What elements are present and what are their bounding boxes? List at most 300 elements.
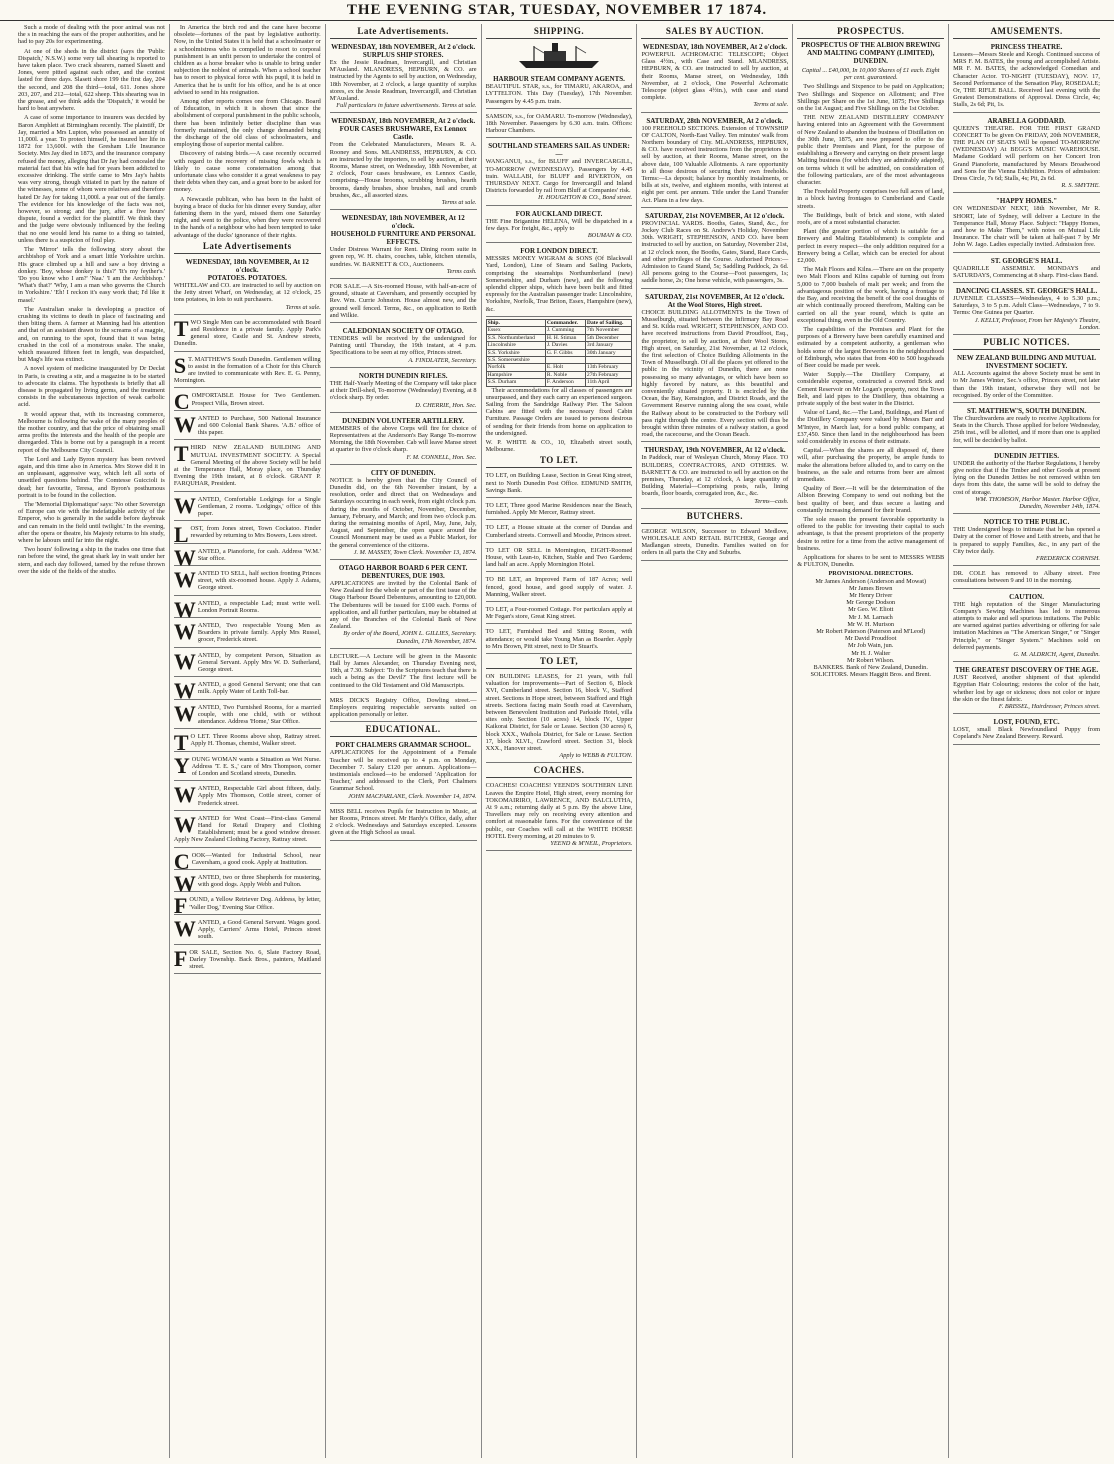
ad-body: In Paddock, rear of Wesleyan Church, Moray Place. TO BUILDERS, CONTRACTORS, AND OTHERS. W. BARNETT & CO. are instructed to sell by auction on the premises, Thursday, at 12 o'clock, A large quantity of Building Material—Comprising posts, rails, lining boards, floor boards, corrugated iron, &c., &c. [641,454,789,498]
ad-body: WANGANUI, s.s., for BLUFF and INVERCARGILL, TO-MORROW (WEDNESDAY). Passengers by 4.45 train. WALLABI, for BLUFF and RIVERTON, on THURSDAY NEXT. Cargo for Invercargill and Inland Districts forwarded by rail from Bluff at Companies' risk. [485,158,633,195]
ad-body: ANTED, Two Furnished Rooms, for a married couple, with one child, with or without attendance. Address 'Home,' Star Office. [197,703,321,726]
classified-ad [174,354,321,389]
ad-subheading: HOUSEHOLD FURNITURE AND PERSONAL EFFECTS. [330,230,476,247]
article-paragraph: A Newcastle publican, who has been in the habit of buying a brace of ducks for his dinner every Sunday, after fattening them in the yard, missed them one Saturday night, and went to the police, when they were recovered in the hands of a neighbour who had been tempted to take advantage of the ducks' ignorance of their rights. [173,195,321,239]
article-paragraph: Water Supply.—The Distillery Company, at considerable expense, constructed a covered Brick and Cement Reservoir on Mr Logan's property, next the Town Belt, and laid pipes to the Distillery, thus obtaining a private supply of the best water in the District. [797,371,945,407]
article-paragraph: It would appear that, with its increasing commerce, Melbourne is following the wake of the many peoples of the mother country, and that the price of obtaining small arms profits the interests and the health of the people are disregarded. This is borne out by a paragraph in a recent report of the Melbourne City Council. [18,410,165,454]
ad-heading: "HAPPY HOMES." [995,197,1058,206]
table-cell: S.S. Yorkshire [486,349,545,356]
ad-heading: ST. MATTHEW'S, SOUTH DUNEDIN. [967,406,1087,415]
newspaper-page [14,24,1104,1458]
article-paragraph: The Buildings, built of brick and stone, with slated roofs, are of a most substantial character. [797,211,945,227]
director-name: Mr J. M. Larnach [848,613,893,621]
bankers-solicitors: BANKERS. Bank of New Zealand, Dunedin. SOLICITORS. Messrs Haggitt Bros. and Brent. [810,664,932,679]
ad-body: MEMBERS of the above Corps will fire for choice of Representatives at the Anderson's Bay Range To-morrow Morning, the 18th November. Cab will leave Manse street at quarter to five o'clock sharp. [329,424,477,454]
article-paragraph: The Freehold Property comprises two full acres of land, in a block having frontages to Cumberland and Castle streets. [797,188,945,210]
ad-subheading: FOUR CASES BRUSHWARE, Ex Lennox Castle. [339,125,467,142]
ad-heading: HARBOUR STEAM COMPANY AGENTS. [493,75,625,84]
ad-body: GEORGE WILSON, Successor to Edward Medlove, WHOLESALE AND RETAIL BUTCHER, George and Madlangan streets, Dunedin. Families waited on for orders in all parts the City and Suburbs. [641,527,789,557]
article-paragraph: Value of Land, &c.—The Land, Buildings, and Plant of the Distillery Company were valued by Messrs Barr and M'Intyre, in March last, for a bond public company, at £37,450. Since then land in the neighbourhood has been sold considerably in excess of their estimate. [797,409,945,445]
ad-heading: WEDNESDAY, 18th NOVEMBER, At 12 o'clock. [341,214,465,231]
director-name: Mr Job Wain, jun. [848,642,894,650]
drop-cap: L [173,522,189,548]
section-heading: Late Advertisements [174,241,321,254]
ad-body: NOTICE is hereby given that the City Council of Dunedin did, on the 6th November instant, by a resolution, order and direct that on Wednesdays and Saturdays occurring in each week, from eight o'clock p.m. during the months of October, November, December, January, February, and March; and from two o'clock p.m. during the remaining months of April, May, June, July, August, and September, the open space around the Council Monument may be used as a Public Market, for the general convenience of the citizens. [329,476,477,549]
ad-signature: H. HOUGHTON & CO., Bond street. [538,194,633,202]
advertisement [330,695,477,723]
ad-body: The Churchwardens are ready to receive Applications for Seats in the Church. Those applied for before Wednesday, 25th inst., will be allotted, and if more than one is applied for, will be decided by ballot. [953,414,1101,444]
advertisement [953,195,1100,252]
article-paragraph: The 'Mirror' tells the following story about the archbishop of York and a smart little Yorkshire urchin. His grace climbed up a hill and saw a boy driving a donkey. 'Boy, whose donkey is this?' 'It's my feyther's.' 'Do you know who I am?' 'Naa.' 'I am the Archbishop.' 'What's that?' 'Why, I am a man who governs the Church in Yorkshire.' 'Eh! I reckon it's easy work that; I'd like it masel.' [18,246,165,304]
ad-heading: SATURDAY, 28th NOVEMBER, At 2 o'clock. [646,116,784,125]
advertisement [641,444,788,508]
ad-heading: WEDNESDAY, 18th NOVEMBER, At 2 o'clock. [331,43,476,51]
director-name: Mr Geo. W. Eliott [848,606,894,614]
director-name: Mr W. H. Murison [847,620,895,628]
ad-body: ANTED, a good General Servant; one that can milk. Apply Water of Leith Toll-bar. [197,681,321,696]
advertisement [953,285,1100,335]
director-name: Mr Robert Wilson. [847,656,895,664]
to-let-ad [486,500,633,520]
drop-cap: S [173,352,187,378]
classified-ad [173,389,321,415]
classified-ad [173,544,321,570]
ad-body: Under Distress Warrant for Rent. Dining room suite in green rep, W. H. chairs, couches, table, kitchen utensils, sundries. W. BARNETT & CO., Auctioneers. [329,246,477,268]
steamship-icon [486,41,633,71]
ad-body: ANTED, by competent Person, Situation as General Servant. Apply Mrs W. D. Sutherland, George street. [197,651,321,674]
section-heading: COACHES. [486,765,633,778]
ad-body: ANTED, a respectable Lad; must write well. London Portrait Rooms. [197,599,321,614]
ad-body: JUVENILE CLASSES—Wednesdays, 4 to 5.30 p.m.; Saturdays, 3 to 5 p.m. Adult Class—Wednesdays, 7 to 9. Terms: One Guinea per Quarter. [953,295,1101,317]
ad-body: TO LET, on Building Lease, Section in Great King street, next to North Dunedin Post Office. EDMUND SMITH, Savings Bank. [485,472,633,494]
article-paragraph: Quality of Beer.—It will be the determination of the Albion Brewing Company to send out nothing but the best quality of beer, and thus secure a lasting and constantly increasing demand for their brand. [797,485,945,514]
ad-heading: CAUTION. [1009,592,1044,601]
drop-cap: T [173,315,189,341]
section-heading: PUBLIC NOTICES. [953,337,1100,350]
drop-cap: W [173,678,196,704]
classified-ad [174,702,321,730]
advertisement [330,370,477,413]
director-name: Mr James Brown [849,584,893,592]
prospectus-capital: Capital ... £40,000, In 10,000 Shares of £1 each. Eight per cent. guaranteed. [801,67,940,82]
ad-body: OR SALE, Section No. 6, Slate Factory Road, Darley Township. Back Bros., painters, Maitland street. [189,948,321,970]
advertisement [953,450,1100,514]
drop-cap: W [173,596,196,622]
table-cell: Norfolk [486,364,545,371]
advertisement [953,568,1100,588]
drop-cap: W [173,700,196,726]
advertisement [641,291,788,443]
ad-heading: LOST, FOUND, ETC. [993,718,1060,727]
ad-heading: PRINCESS THEATRE. [990,43,1063,51]
ad-body: OUND, a Yellow Retriever Dog. Address, by letter, 'Valler Dog,' Evening Star Office. [189,896,321,911]
advertisement [330,467,477,560]
column-2 [170,24,326,1458]
advertisement [486,245,633,317]
article-paragraph: Such a mode of dealing with the poor animal was not the s in reaching the ears of the proper authorities, and he had to pay 20s for experimenting. [18,24,165,46]
ad-body: TO LET, Three good Marine Residences near the Beach, furnished. Apply Mr Mercer, Rattray street. [485,501,633,517]
article-paragraph: The Australian snake is developing a practice of crushing its victims to death in place of fascinating and then biting them. A farmer at Manning had his attention and that of an assistant drawn to the screams of a magpie, and, on running to the spot, found that it was being crushed in the coil of a monstrous snake. The snake, which measured fifteen feet in length, was despatched, but Mag's life was extinct. [18,305,165,364]
ad-signature: D. CHERRIE, Hon. Sec. [415,401,477,409]
ad-body: ANTED, Two respectable Young Men as Boarders in private family. Apply Mrs Russel, grocer, Frederick street. [197,622,321,644]
ad-body: TO LET, a House situate at the corner of Dundas and Cumberland streets. Cornwell and Moodie, Princes street. [485,524,633,539]
advertisement [486,671,633,763]
sailing-schedule-table [486,319,633,387]
ad-body: CHOICE BUILDING ALLOTMENTS In the Town of Musselburgh, situated between the Infirmary Bay Road and St. Kilda road. WRIGHT, STEPHENSON, AND CO. have received instructions from David Proudfoot, Esq., the proprietor, to sell by auction, at their Wool Stores, High street, on Saturday, 21st November, at 12 o'clock, the first selection of Choice Building Allotments in the Town of Musselburgh. Of all the places yet offered to the public in the vicinity of Dunedin, there are none possessing so many advantages, or which have been so highly favored by nature, as this beautiful and conveniently situated property. It is encircled by the Ocean, the Bay, Kensington, and District Roads, and the Government Reserve running along the sea coast, while the Railway about to be constructed to the Forbury will pass right through the centre. Every section will thus be brought within three minutes of a railway station, a good road, the racecourse, and the Ocean Beach. [641,308,789,439]
advertisement [953,41,1100,113]
ad-body: T. MATTHEW'S South Dunedin. Gentlemen willing to assist in the formation of a Choir for this Church are invited to communicate with Rev. E. G. Penny, Mornington. [173,355,321,385]
ad-body: TO LET OR SELL in Mornington, EIGHT-Roomed House, with Lean-to, Kitchen, Stable and Two Gardens; land half an acre. Apply Mornington Hotel. [485,546,633,569]
advertisement [953,591,1100,663]
table-cell: J. Davies [545,342,585,349]
table-cell: 27th February [585,371,632,378]
ad-signature: Terms at sale. [753,101,789,109]
ad-body: OST, from Jones street, Town Cockatoo. Finder rewarded by returning to Mrs Bowers, Lees street. [190,525,321,540]
ad-signature: J. M. MASSEY, Town Clerk. November 13, 1874. [353,548,477,556]
ad-body: TO LET, a Four-roomed Cottage. For particulars apply at Mr Fegan's store, Great King street. [485,606,633,621]
advertisement [953,115,1100,194]
ad-signature: Terms cash. [446,267,477,275]
ad-body: TO BE LET, an Improved Farm of 187 Acres; well fenced, good house, and good supply of water. J. Manning, Walker street. [485,576,633,598]
drop-cap: W [173,811,196,837]
ad-body: From the Celebrated Manufacturers, Messrs R. A. Rooney and Sons. MLANDRESS, HEPBURN, & CO. are instructed by the importers, to sell by auction, at their Rooms, Manse street, on Wednesday, 18th November, at 2 o'clock, Four cases brushware, ex Lennox Castle, comprising—House brooms, scrubbing brushes, hearth brooms, dandy brushes, shoe brushes, nail and crumb brushes, &c., all assorted sizes. [329,141,477,199]
column-6 [793,24,949,1458]
article-paragraph: The 'Memorial Diplomatique' says: 'No other Sovereign of Europe can vie with the indefatigable activity of the Emperor, who is generally in the saddle before daybreak and can remain in the field until twilight.' In the evening, after the opera or theatre, his Majesty returns to his study, where he labours until far into the night. [18,501,165,545]
ad-body: APPLICATIONS for the Appointment of a Female Teacher will be received up to 4 p.m. on Monday, December 7. Salary £120 per annum. Applications—testimonials enclosed—to be endorsed 'Application for Teacher,' and addressed to the Clerk, Port Chalmers Grammar School. [329,749,477,793]
ad-body: BEAUTIFUL STAR, s.s., for TIMARU, AKAROA, and LYTTELTON. This Day (Tuesday), 17th November. Passengers by 4.45 p.m. train. [485,83,633,105]
advertisement [953,255,1100,283]
article-paragraph: Their accommodations for all classes of passengers are unsurpassed, and they each carry an experienced surgeon. Sailing from the Sandridge Railway Pier. The Saloon Cabins are fitted with the necessary fixed Cabin Furniture. Passage Orders are issued to persons desirous of sending for their friends from home on application to the undersigned. [485,386,633,437]
ad-body: ALL Accounts against the above Society must be sent in to Mr James Winter, Sec.'s office, Princes street, not later than the 19th instant, otherwise they will not be recognised. By order of the Committee. [953,370,1101,399]
ad-heading: CALEDONIAN SOCIETY OF OTAGO. [342,327,464,336]
table-cell: Essex [486,327,545,334]
classified-ad [174,317,321,352]
advertisement [330,281,477,323]
ad-signature: Terms at sale. [285,303,321,311]
article-paragraph: The capabilities of the Premises and Plant for the purposes of a Brewery have been carefully examined and estimated by a competent authority, a gentleman who holds some of the largest Breweries in the neighbourhood of Edinburgh, who states that from 400 to 500 hogsheads of Beer could be made per week. [797,325,945,369]
classified-ad [173,871,321,897]
section-heading: SHIPPING. [486,26,633,39]
classified-ad [174,494,321,522]
advertisement [330,562,477,649]
classified-ad [173,596,321,622]
advertisement [953,664,1100,714]
ad-body: MRS DICK'S Registry Office, Dowling street.—Employers requiring respectable servants suited on application personally or letter. [329,696,477,719]
ad-heading: WEDNESDAY, 18th NOVEMBER, At 2 o'clock. [331,117,476,126]
drop-cap: W [173,782,196,808]
article-paragraph: The Lord and Lady Byron mystery has been revived again, and this time also in America. Mrs Stowe did it in an unpleasant, aggressive way, which left all sorts of unsettled questions behind. The Comtesse Guiccioli is dead; her favourite, Teresa, and Byron's posthumous portrait is to be found in the collection. [18,455,165,499]
table-cell: F. Anderson [545,379,585,386]
table-row [486,371,632,378]
section-heading: BUTCHERS. [641,511,788,524]
ad-signature: By order of the Board, JOHN L. GILLIES, Secretary. Dunedin, 17th November, 1874. [343,630,477,645]
ad-body: QUEEN'S THEATRE. FOR THE FIRST GRAND CONCERT To be given On FRIDAY, 20th NOVEMBER, THE PLAN OF SEATS Will be opened TO-MORROW (WEDNESDAY) At BEGG'S MUSIC WAREHOUSE. Madame Goddard will perform on her Concert Iron Grand Pianoforte, manufactured by Messrs Broadwood and Sons for the Vienna Exhibition. Prices of admission: Dress Circle, 7s 6d; Stalls, 4s; Pit, 2s 6d. [953,124,1101,183]
ad-signature: F. M. CONNELL, Hon. Sec. [406,453,477,461]
advertisement [486,208,633,244]
ad-body: WO Single Men can be accommodated with Board and Residence in a private family. Apply Park's general store, Castle and St. Andrew streets, Dunedin. [173,318,321,348]
table-cell: 5th December [585,334,632,341]
article-paragraph: The Malt Floors and Kilns.—There are on the property two Malt Floors and Kilns capable of turning out from 5,000 to 7,000 bushels of malt per week; and from the advantageous position of the work, having a frontage to the Bay, and receiving the benefit of the cool draughts of air which continually proceed therefrom, Malting can be carried on all the year round, which is quite an exceptional thing, even in the Old Country. [797,266,945,324]
section-heading: AMUSEMENTS. [953,26,1100,39]
table-cell: S.S. Somersetshire [486,356,545,363]
drop-cap: T [173,730,189,756]
drop-cap: F [173,945,188,971]
article-paragraph: A novel system of medicine inaugurated by Dr Declat in Paris, is creating a stir, and a magazine is to be started to advocate its claims. The hypothesis is briefly that all disease is propagated by living germs, and the treatment consists in the subcutaneous injection of weak carbolic acid. [18,365,165,409]
table-cell: J. Cumming [545,327,585,334]
advertisement [174,256,321,315]
column-4 [482,24,638,1458]
section-heading: EDUCATIONAL. [330,724,477,737]
director-name: Mr Henry Driver [849,592,893,600]
article-paragraph: In America the birch rod and the cane have become obsolete—fortunes of the past by legislative authority. Now, in the United States it is held that a schoolmaster or a schoolmistress who is compelled to resort to corporal punishment is an unfit person to undertake the control of children as a horse breaker who is unable to bring under subjection the noblest of animals. When a school teacher has to resort to physical force with his pupil, it is held in America that he is unfit for his office, and he is at once advised to send in his resignation. [173,24,321,96]
to-let-ad [486,470,633,498]
advertisement [330,806,477,841]
ad-signature: J. KELLY, Professor, From her Majesty's Theatre, London. [974,316,1101,331]
table-cell: S.S. Durham [486,379,545,386]
advertisement [330,325,477,368]
article-paragraph: Capital.—When the shares are all disposed of, there will, after purchasing the property, be ample funds to make the alterations before alluded to, and to carry on the business, as the sale and returns from beer are almost immediate. [797,447,945,483]
section-heading: PROSPECTUS. [797,26,944,39]
ad-signature: R. S. SMYTHE. [1061,182,1101,190]
drop-cap: Y [173,752,190,778]
to-let-ad [486,522,633,542]
ad-body: TO LET, Furnished Bed and Sitting Room, with attendance; or would take Young Man as Boarder. Apply to Mrs Brown, Pitt street, next to Dr Stuart's. [485,628,633,650]
drop-cap: W [173,915,196,941]
ad-body: Ex the Jessie Readman, Invercargill, and Christian M'Ausland. MLANDRESS, HEPBURN, & CO. are instructed by the Agents to sell by auction, on Wednesday, 18th November, at 2 o'clock, a large quantity of surplus stores, ex the Jessie Readman, Invercargill, and Christian M'Ausland. [329,59,477,103]
ad-heading: THURSDAY, 19th NOVEMBER, At 12 o'clock. [644,446,786,455]
ad-body: ANTED to Purchase, 500 National Insurance and 600 Colonial Bank Shares. 'A.B.' office of this paper. [197,414,321,437]
ad-heading: DUNEDIN JETTIES. [994,451,1060,460]
article-paragraph: Two hours' following a ship in the trades one time that ran before the wind, the great shark lay in wait under her stern, and each day followed, tamed by the refuse thrown over the side of the fields of the studio. [18,546,165,575]
table-row [486,356,632,363]
table-cell: Lincolnshire [486,342,545,349]
ad-body: FOR SALE.—A Six-roomed House, with half-an-acre of ground, situate at Caversham, and presently occupied by Rev. Wm. Currie Johnston. House almost new, and the ground well fenced. Terms, &c., on application to Reith and Wilkie. [329,283,477,319]
article-paragraph: Applications for shares to be sent to MESSRS WEBB & FULTON, Dunedin. [797,554,945,569]
classified-ad [174,917,321,945]
ad-heading: DUNEDIN VOLUNTEER ARTILLERY. [342,416,465,425]
ad-body: ON BUILDING LEASES, for 21 years, with full valuation for improvements—Part of Section 6, Block XVI, Cumberland street. Section 16, block V., Stafford street. Sections in Hope street, between Stafford and High streets. Sections facing main South road at Caversham, between Benevolent Institution and Parkside Hotel, villa sites only. Section (10 acres) 14, block IV., Upper Kaikorai District, for Sale or Lease. Section (30 acres) 6, block XXX., Waihola District, for Sale or Lease. Section 17, block XLVI., Crawford street. Section 31, block XXX., Hanover street. [485,673,633,753]
to-let-ad [486,574,633,602]
ad-body: 100 FREEHOLD SECTIONS. Extension of TOWNSHIP OF CALTON, North-East Valley. Ten minutes' walk from Northern boundary of City. MLANDRESS, HEPBURN, & CO. have received instructions from the proprietors to sell by auction, at their Rooms, Manse street, on the above date, 100 Valuable Allotments. A rare opportunity to all those desirous of securing their own freeholds. Terms:—Ls deposit; balance by monthly instalments, or bills at six, twelve, and eighteen months, with interest at eight per cent. per annum. Title under the Land Transfer Act. Plans in a few days. [641,124,789,204]
ad-heading: WEDNESDAY, 18th NOVEMBER, At 2 o'clock. [642,43,787,51]
ad-body: THE Fine Brigantine HELENA, Will be dispatched in a few days. For freight, &c., apply to [485,217,633,232]
classified-ad [174,947,321,975]
advertisement [486,73,633,109]
article-paragraph: The sole reason the present favorable opportunity is offered to the public for investing their capital to such advantage, is that the present proprietors of the property desire to retire for a time from the active management of business. [797,515,945,552]
classified-ad [174,413,321,441]
ad-heading: NEW ZEALAND BUILDING AND MUTUAL INVESTMENT SOCIETY. [957,354,1097,371]
ad-body: APPLICATIONS are invited by the Colonial Bank of New Zealand for the whole or part of the first issue of the Otago Harbour Board Debentures, amounting to £20,000. The Debentures will be issued for £100 each. Forms of application, and all further particulars, may be obtained at any of the Branches of the Colonial Bank of New Zealand. [329,579,477,631]
ad-body: HIRD NEW ZEALAND BUILDING AND MUTUAL INVESTMENT SOCIETY. A Special General Meeting of the above Society will be held at the Temperance Hall, Moray place, on Thursday Evening the 19th instant, at 8 o'clock. GRANT P. FARQUHAR, President. [173,444,321,488]
table-cell: 30th January [585,349,632,356]
table-cell: E. Holt [545,364,585,371]
article-paragraph: Plant (the greater portion of which is suitable for a Brewery and Malting Establishment) is complete and perfect in every respect—the only addition required for a Brewery being a Cellar, which can be erected for about £2,000. [797,228,945,265]
section-heading: TO LET, [486,656,633,669]
advertisement [486,111,633,139]
ad-signature: Terms at sale. [441,199,477,207]
directors-list [797,578,944,664]
classified-ad [174,813,321,848]
table-row [486,327,632,334]
classified-ad [174,442,321,491]
ad-signature: Apply to WEBB & FULTON. [559,752,633,760]
advertisement [330,212,477,279]
section-heading: Late Advertisements. [330,26,477,39]
ad-body: DR. COLE has removed to Albany street. Free consultations between 9 and 10 in the morning. [953,570,1101,585]
ad-body: Lessees—Messrs Steele and Keogh. Continued success of MRS F. M. BATES, the young and accomplished Artiste. MR F. M. BATES, the acknowledged Comedian and Character Actor. TO-NIGHT (TUESDAY), NOV. 17, Second Performance of the Sensation Play, ROSEDALE; Or, THE RIFLE BALL. Received last evening with the Greatest Demonstrations of Approval. Dress Circle, 4s; Stalls, 2s 6d; Pit, 1s. [953,51,1101,109]
table-cell: G. F. Gibbs [545,349,585,356]
to-let-ad [486,545,633,573]
ad-body: TENDERS will be received by the undersigned for Painting until Thursday, the 19th instant, at 4 p.m. Specifications to be seen at my office, Princes street. [329,335,477,357]
ad-heading: SOUTHLAND STEAMERS SAIL AS UNDER:— [488,142,630,159]
ad-signature: JOHN MACFARLANE, Clerk. November 14, 1874. [348,792,477,800]
ad-signature: W. P. WHITE & CO., 10, Elizabeth street south, Melbourne. [485,438,633,454]
advertisement [641,210,788,289]
advertisement [641,41,788,113]
ad-heading: THE GREATEST DISCOVERY OF THE AGE. [955,666,1099,675]
drop-cap: W [173,411,196,437]
ad-heading: SATURDAY, 21st NOVEMBER, At 12 o'clock. [645,211,785,220]
director-name: Mr David Proudfoot [845,635,897,643]
ad-heading: NOTICE TO THE PUBLIC. [983,518,1070,527]
drop-cap: F [173,893,188,919]
classified-ad [174,754,321,782]
classified-ad [173,678,321,704]
advertisement [953,352,1100,403]
drop-cap: W [173,492,196,518]
ad-body: ANTED, two or three Shepherds for mustering, with good dogs. Apply Webb and Fulton. [197,874,321,889]
advertisement [641,115,788,208]
ad-body: THE Undersigned begs to intimate that he has opened a Dairy at the corner of Howe and Leith streets, and that he is prepared to supply Families, &c., in any part of the City twice daily. [953,526,1101,555]
table-cell [585,356,632,363]
ad-heading: ARABELLA GODDARD. [987,116,1066,125]
ad-signature: F. BRISSEL, Hairdresser, Princes street. [998,703,1101,710]
column-7 [949,24,1104,1458]
table-cell: 3rd January [585,342,632,349]
classified-ad [174,650,321,678]
table-row [486,342,632,349]
ad-body: ON WEDNESDAY NEXT, 18th November, Mr R. SHORT, late of Sydney, will deliver a Lecture in the Temperance Hall, Moray Place. Subject: "Happy Homes, and how to Make Them," with notes on Mutual Life Insurance. The chair will be taken at half-past 7 by Mr John W. Jago. Ladies especially invited. Admission free. [953,205,1101,249]
ad-body: COACHES! COACHES! YEEND'S SOUTHERN LINE Leaves the Empire Hotel, High street, every morning for TOKOMAIRIRO, LAWRENCE, AND BALCLUTHA, At 9 a.m.; returning daily at 5 p.m. By the above Line, Travellers may rely on receiving every attention and comfort at reasonable fares. For the convenience of the public, our Coaches will call at the WHITE HORSE HOTEL Every morning, at 20 minutes to 9. [485,782,633,840]
table-cell: 11th April [585,379,632,386]
director-name: Mr George Dodson [846,599,896,607]
article-paragraph: At one of the sheds in the district (says the 'Public Dispatch,' N.S.W.) some very tall shearing is reported to have taken place. Two crack shearers, named Slasett and Jones, were pitted against each other, and the contest lasted for three days. Slasett shore 199 the first day, 204 the second, and 208 the third—total, 611. Jones shore 203, 207, and 212—total, 622 sheep. This shearing was in the grease, and we think adds the 'Dispatch,' it would be hard to beat anywhere. [18,47,165,113]
ad-signature: YEEND & M'NEIL, Proprietors. [550,840,633,848]
advertisement [330,415,477,465]
ad-body: ANTED TO SELL, half section fronting Princes street, with six-roomed house. Apply J. Adams, George street. [197,569,321,592]
ad-body: LOST, small Black Newfoundland Puppy from Copeland's New Zealand Brewery. Reward. [953,726,1101,741]
ad-signature: BOUMAN & CO. [587,232,633,240]
table-cell: S.S. Northumberland [486,334,545,341]
article-paragraph: Two Shillings and Sixpence to be paid on Application; Two Shillings and Sixpence on Allotment; and Five Shillings per Share on the 1st June, 1875; Five Shillings on the 1st August; and Five Shillings on the 1st October. [797,83,945,113]
ad-signature: G. M. ALDRICH, Agent, Dunedin. [1013,650,1101,658]
advertisement [641,526,788,561]
classified-ad [174,568,321,596]
ad-subheading: POTATOES. POTATOES. [207,273,287,282]
ad-body: LECTURE.—A Lecture will be given in the Masonic Hall by James Alexander, on Thursday Evening next, 19th, at 7.30. Subject: 'To the Scriptures teach that there is such a being as the Devil?' The first lecture will be continued to the Old Testament and Old Manuscripts. [329,652,477,689]
ad-signature: FREDERICK CORNISH. [1036,554,1101,562]
ad-heading: SATURDAY, 21st NOVEMBER, At 12 o'clock. At the Wool Stores, High street. [645,292,785,309]
ad-body: POWERFUL ACHROMATIC TELESCOPE; Object Glass 4½in., with Case and Stand. MLANDRESS, HEPBURN, & CO. are instructed to sell by auction, at their Rooms, Manse street, on Wednesday, 18th November, at 2 o'clock, One Powerful Achromatic Telescope (object glass 4½in.), with case and stand complete. [641,51,789,102]
director-name: Mr Robert Paterson (Paterson and M'Leod) [816,628,926,636]
ad-heading: CITY OF DUNEDIN. [370,468,436,477]
classified-ad [173,848,321,874]
ad-signature: A. FINDLATER, Secretary. [408,356,477,364]
ad-subheading: SURPLUS SHIP STORES. [362,51,444,59]
table-cell [545,356,585,363]
classified-ad [173,893,321,919]
article-paragraph: Discovery of raising birds.—A case recently occurred with regard to the recovery of missing fowls which is likely to cause some consternation among that unfortunate class who consider it a great weakness to pay their debts when they can, and a great bore to be asked for money. [173,150,321,194]
classified-ad [174,620,321,648]
ad-heading: DANCING CLASSES. ST. GEORGE'S HALL. [955,287,1098,296]
drop-cap: W [173,619,196,644]
masthead-title: THE EVENING STAR, TUESDAY, NOVEMBER 17 1874. [346,1,768,18]
ad-body: OMFORTABLE House for Two Gentlemen. Prospect Villa, Brown street. [191,392,321,407]
classified-ad [174,783,321,811]
advertisement [953,716,1100,744]
article-paragraph: A case of some importance to insurers was decided by Baron Amphlett at Birmingham recently. The plaintiff, Dr Jay, married a Mrs Lupton, who possessed an annuity of 11,000l. a year. To protect himself, he insured her life in 1872 for 13,600l. with the Gresham Life Insurance Society. Mrs Jay died in 1873, and the insurance company refused the money, alleging that Dr Jay had concealed the material fact that his wife had for years been addicted to excessive drinking. The strife came to Mrs Jay's habits was very strong, though vitiated in part by the nature of the witnesses, some of whom were relatives and therefore hated Dr Jay for taking 11,000l. a year out of the family. The evidence for his knowledge of the facts was not, however, so strong; and the jury, after a five hours' dispute, found a verdict for the plaintiff. We think they and the judge were obviously influenced by the feeling that no one would lend his name to a thing so tainted, unless there is a suspicion of foul play. [18,114,165,244]
to-let-ad [486,626,633,654]
drop-cap: W [173,566,196,592]
ad-body: JUST Received, another shipment of that splendid Egyptian Hair Colouring; restores the color of the hair, whether lost by age or sickness; does not color or injure the skin or the finest fabric. [953,674,1101,703]
table-row [486,364,632,371]
column-5 [637,24,793,1458]
table-cell: Hampshire [486,371,545,378]
ad-signature: Terms—cash. [754,497,789,505]
table-cell: 7th November [585,327,632,334]
table-cell: R. Noble [545,371,585,378]
advertisement [330,115,477,210]
ad-heading: FOR AUCKLAND DIRECT. [515,209,603,218]
drop-cap: W [173,871,196,897]
directors-title: PROVISIONAL DIRECTORS. [828,570,913,578]
table-cell: 13th February [585,364,632,371]
advertisement [330,41,477,113]
article-paragraph: Among other reports comes one from Chicago. Board of Education, in which it is shown that since the abolishment of corporal punishment in the public schools, there has been infinitely better discipline than was formerly maintained, the only change demanded being the discharge of the old class of schoolmasters, and employing those of superior mental calibre. [173,98,321,149]
ad-body: OUNG WOMAN wants a Situation as Wet Nurse. Address 'T. E. S.,' care of Mrs Thompson, corner of London and Scotland streets, Dunedin. [191,755,321,778]
advertisement [953,405,1100,448]
section-heading: SALES BY AUCTION. [641,26,788,39]
drop-cap: W [173,544,196,570]
column-1 [14,24,170,1458]
advertisement [486,140,633,205]
ad-body: ANTED for West Coast—First-class General Hand for Retail Drapery and Clothing Establishment; must be a good window dresser. Apply New Zealand Clothing Factory, Rattray street. [173,814,321,844]
drop-cap: C [173,848,190,874]
advertisement [486,780,633,851]
article-paragraph: THE NEW ZEALAND DISTILLERY COMPANY having entered into an Agreement with the Government of New Zealand to abandon the business of Distillation on the 30th June, 1875, are now prepared to offer to the public their Premises and Plant, for the purpose of establishing a Brewery and carrying on their present large Malting business (for which they are admirably adapted), on terms which it will be admitted, on consideration of the following particulars, are of the most advantageous character. [797,114,945,187]
ad-body: THE high reputation of the Singer Manufacturing Company's Sewing Machines has led to numerous attempts to make and sell spurious imitations. The Public are warned against parties advertising or offering for sale imitation Machines as "The American Singer," or "Singer Principle," or "Singer System." Machines sold on deferred payments. [953,600,1101,651]
ad-heading: ST. GEORGE'S HALL. [990,256,1063,265]
advertisement [330,739,477,803]
ad-signature: Full particulars in future advertisements. Terms at sale. [336,102,477,110]
ad-body: SAMSON, s.s., for OAMARU. To-morrow (Wednesday), 18th November. Passengers by 6.30 a.m. train. Offices: Harbour Chambers. [485,112,633,135]
section-heading: TO LET. [486,455,633,468]
ad-body: UNDER the authority of the Harbor Regulations, I hereby give notice that if the Timber and other Goods at present lying on the Dunedin Jetties be not removed within ten days from this date, the same will be sold to defray the cost of storage. [953,459,1101,496]
masthead [0,0,1114,21]
ad-heading: OTAGO HARBOR BOARD 6 PER CENT. DEBENTURES, DUE 1903. [338,563,468,580]
table-header: Date of Sailing. [585,319,632,326]
ad-body: THE Half-Yearly Meeting of the Company will take place at their Drill-shed, To-morrow (Wednesday) Evening, at 8 o'clock sharp. By order. [329,379,477,402]
table-cell: H. H. Stiman [545,334,585,341]
ad-body: ANTED, a Pianoforte, for cash. Address 'W.M.' Star office. [197,547,321,562]
director-name: Mr James Anderson (Anderson and Mowat) [815,577,927,585]
to-let-ad [486,604,633,624]
ad-body: OOK—Wanted for Industrial School, near Caversham, a good cook. Apply at Institution. [191,851,321,866]
drop-cap: W [173,648,196,674]
ad-body: QUADRILLE ASSEMBLY. MONDAYS and SATURDAYS, Commencing at 8 sharp. First-class Band. [953,264,1101,279]
ad-signature: WM. THOMSON, Harbor Master. Harbor Office, Dunedin, November 14th, 1874. [975,495,1101,510]
advertisement [953,516,1100,566]
